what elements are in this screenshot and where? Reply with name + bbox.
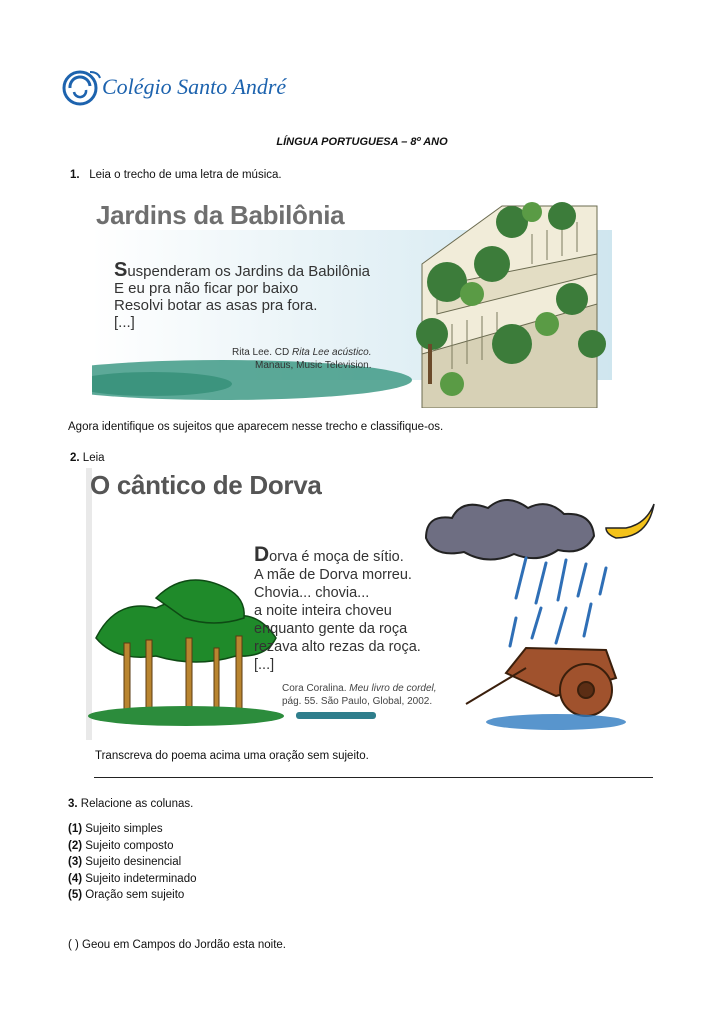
credit-1-work: Rita Lee acústico. [292, 347, 372, 358]
question-2-instruction: Transcreva do poema acima uma oração sem sujeito. [95, 750, 369, 762]
figure-1-poem [114, 259, 370, 331]
swirl-logo-icon [60, 66, 104, 110]
question-3-text: Relacione as colunas. [80, 798, 194, 810]
option-4 [68, 871, 197, 888]
option-2 [68, 838, 197, 855]
question-3-number: 3. [68, 798, 78, 810]
poem-2-line-6: rezava alto rezas da roça. [254, 639, 421, 655]
figure-1-credit [232, 346, 372, 372]
poem-2-line-4: a noite inteira choveu [254, 603, 392, 619]
question-1-text: Leia o trecho de uma letra de música. [89, 169, 282, 181]
option-3 [68, 854, 197, 871]
option-2-number: (2) [68, 839, 83, 852]
option-5 [68, 887, 197, 904]
question-1-instruction: Agora identifique os sujeitos que aparecem nesse trecho e classifique-os. [68, 421, 444, 433]
option-1 [68, 821, 197, 838]
option-2-text: Sujeito composto [82, 839, 174, 852]
figure-2-title: O cântico de Dorva [90, 470, 322, 500]
poem-1-drop-cap: S [114, 259, 128, 281]
answer-line[interactable] [94, 777, 653, 778]
option-3-text: Sujeito desinencial [82, 856, 182, 868]
option-5-number: (5) [68, 889, 83, 901]
figure-2-poem [254, 543, 421, 674]
credit-2-work: Meu livro de cordel, [349, 683, 437, 694]
poem-2-line-1: orva é moça de sítio. [269, 549, 404, 565]
match-item-1-blank[interactable]: ( ) [68, 939, 79, 951]
option-1-text: Sujeito simples [82, 823, 163, 835]
figure-jardins-babilonia [92, 194, 612, 408]
option-4-text: Sujeito indeterminado [82, 872, 197, 885]
options-list [68, 821, 197, 904]
question-1-prompt [70, 168, 282, 183]
option-3-number: (3) [68, 856, 83, 868]
document-title: LÍNGUA PORTUGUESA – 8º ANO [276, 136, 448, 148]
credit-2-publisher: pág. 55. São Paulo, Global, 2002. [282, 696, 433, 707]
credit-1-publisher: Manaus, Music Television. [254, 360, 372, 371]
school-name: Colégio Santo André [102, 74, 287, 99]
question-2-prompt [70, 451, 105, 466]
question-3-prompt [68, 797, 193, 812]
option-5-text: Oração sem sujeito [82, 889, 185, 901]
option-1-number: (1) [68, 823, 83, 835]
poem-2-line-2: A mãe de Dorva morreu. [254, 567, 412, 583]
poem-1-line-1: uspenderam os Jardins da Babilônia [127, 263, 370, 280]
question-1-number: 1. [70, 169, 80, 181]
poem-2-line-7: [...] [254, 657, 275, 673]
poem-2-line-5: enquanto gente da roça [254, 621, 408, 637]
poem-2-line-3: Chovia... chovia... [254, 585, 370, 601]
figure-cantico-dorva [86, 468, 656, 740]
question-2-number: 2. [70, 452, 80, 464]
figure-1-title: Jardins da Babilônia [96, 200, 345, 230]
match-item-1 [68, 938, 286, 953]
credit-1-prefix: Rita Lee. CD [232, 347, 293, 358]
question-2-text: Leia [82, 452, 105, 464]
match-item-1-text: Geou em Campos do Jordão esta noite. [78, 939, 286, 951]
figure-2-credit [282, 682, 437, 708]
credit-2-prefix: Cora Coralina. [282, 683, 350, 694]
poem-2-drop-cap: D [254, 543, 270, 566]
poem-1-line-2: E eu pra não ficar por baixo [114, 280, 299, 297]
poem-1-line-3: Resolvi botar as asas pra fora. [114, 297, 318, 314]
option-4-number: (4) [68, 872, 83, 885]
poem-1-line-4: [...] [114, 314, 135, 331]
